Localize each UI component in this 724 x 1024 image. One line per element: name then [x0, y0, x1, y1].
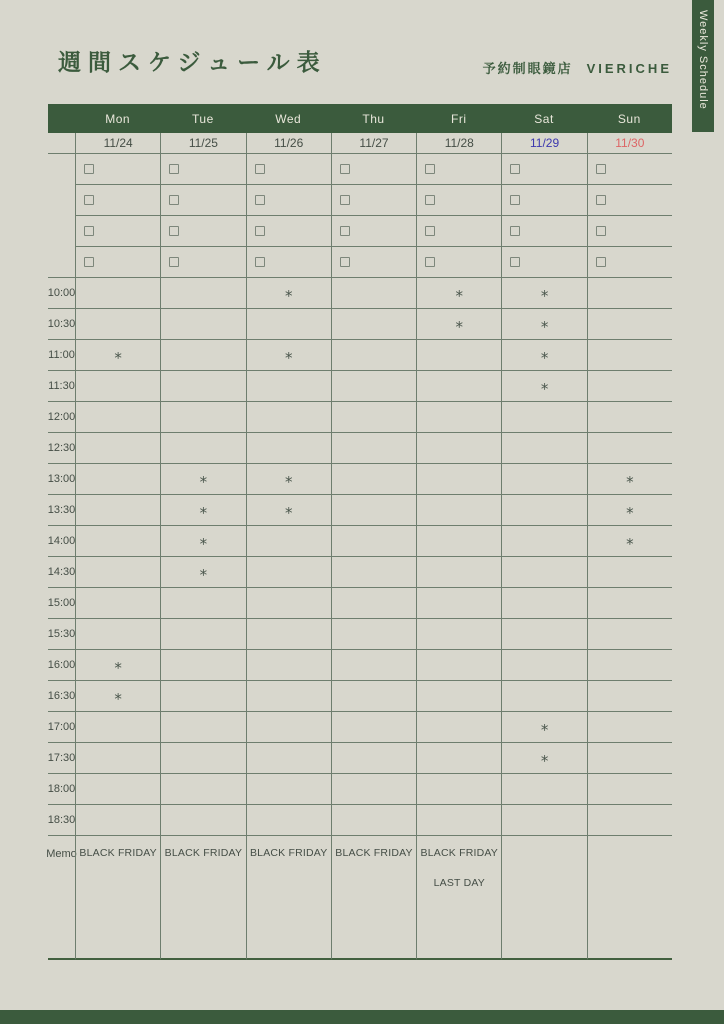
reserved-mark: *	[626, 473, 634, 491]
reserved-mark: *	[540, 752, 549, 770]
time-label-cell	[48, 464, 75, 495]
day-header-spacer	[48, 104, 75, 133]
slot-cell	[160, 371, 245, 402]
reserved-mark: *	[284, 473, 293, 491]
slot-cell	[75, 650, 160, 681]
slot-cell	[246, 278, 331, 309]
slot-cell	[160, 650, 245, 681]
slot-cell	[246, 712, 331, 743]
reserved-mark: *	[199, 473, 208, 491]
slot-cell	[246, 588, 331, 619]
slot-cell	[75, 805, 160, 836]
slot-cell	[501, 619, 586, 650]
date-value: 11/27	[359, 136, 389, 150]
time-label: 15:30	[47, 628, 76, 640]
time-label-cell	[48, 743, 75, 774]
checkbox-cell	[587, 216, 672, 247]
slot-cell	[246, 526, 331, 557]
slot-cell	[416, 402, 501, 433]
slot-cell	[246, 433, 331, 464]
slot-cell	[416, 805, 501, 836]
slot-cell	[501, 650, 586, 681]
date-value: 11/25	[188, 136, 218, 150]
time-label-cell	[48, 774, 75, 805]
slot-cell	[75, 743, 160, 774]
slot-cell	[75, 433, 160, 464]
checkbox-cell	[246, 216, 331, 247]
checkbox[interactable]	[425, 164, 435, 174]
time-label: 15:00	[47, 597, 76, 609]
reserved-mark: *	[540, 721, 549, 739]
slot-cell	[501, 526, 586, 557]
day-header-thu	[331, 104, 416, 133]
checkbox-cell	[331, 154, 416, 185]
slot-cell	[246, 557, 331, 588]
slot-cell	[75, 526, 160, 557]
day-header-wed	[246, 104, 331, 133]
slot-cell	[587, 526, 672, 557]
day-label: Tue	[192, 111, 214, 126]
time-label: 12:00	[47, 411, 76, 423]
slot-cell	[331, 340, 416, 371]
time-label-cell	[48, 712, 75, 743]
slot-cell	[331, 805, 416, 836]
page-title: 週間スケジュール表	[58, 49, 327, 75]
slot-cell	[160, 495, 245, 526]
slot-cell	[501, 278, 586, 309]
slot-cell	[587, 278, 672, 309]
slot-cell	[416, 278, 501, 309]
slot-cell	[416, 526, 501, 557]
reserved-mark: *	[199, 504, 208, 522]
side-tab	[692, 0, 714, 132]
memo-cell	[331, 836, 416, 960]
reserved-mark: *	[540, 318, 549, 336]
slot-cell	[75, 402, 160, 433]
day-header-sun	[587, 104, 672, 133]
reserved-mark: *	[284, 349, 293, 367]
reserved-mark: *	[199, 535, 208, 553]
slot-cell	[501, 340, 586, 371]
time-label: 16:30	[47, 690, 76, 702]
footer-bar	[0, 1010, 724, 1024]
reserved-mark: *	[284, 287, 293, 305]
checkbox[interactable]	[255, 226, 265, 236]
time-label: 11:00	[48, 349, 75, 361]
date-cell-thu	[331, 133, 416, 154]
reserved-mark: *	[540, 380, 549, 398]
date-cell-sat	[501, 133, 586, 154]
slot-cell	[416, 774, 501, 805]
slot-cell	[416, 588, 501, 619]
time-label: 14:30	[47, 566, 76, 578]
date-cell-fri	[416, 133, 501, 154]
checkbox-cell	[75, 216, 160, 247]
slot-cell	[587, 588, 672, 619]
slot-cell	[246, 805, 331, 836]
checkbox[interactable]	[425, 226, 435, 236]
slot-cell	[75, 309, 160, 340]
checkbox[interactable]	[169, 164, 179, 174]
checkbox[interactable]	[596, 164, 606, 174]
slot-cell	[75, 588, 160, 619]
checkbox-cell	[587, 154, 672, 185]
checkbox-row-spacer	[48, 154, 75, 185]
slot-cell	[75, 619, 160, 650]
checkbox[interactable]	[340, 164, 350, 174]
date-cell-tue	[160, 133, 245, 154]
slot-cell	[501, 774, 586, 805]
slot-cell	[501, 805, 586, 836]
time-label: 16:00	[47, 659, 76, 671]
checkbox-cell	[331, 247, 416, 278]
time-label: 10:30	[47, 318, 76, 330]
checkbox[interactable]	[510, 257, 520, 267]
slot-cell	[246, 774, 331, 805]
slot-cell	[587, 743, 672, 774]
side-tab-label: Weekly Schedule	[697, 10, 709, 110]
date-spacer	[48, 133, 75, 154]
slot-cell	[331, 619, 416, 650]
slot-cell	[416, 557, 501, 588]
slot-cell	[160, 681, 245, 712]
time-label-cell	[48, 681, 75, 712]
checkbox[interactable]	[340, 195, 350, 205]
slot-cell	[587, 495, 672, 526]
slot-cell	[246, 340, 331, 371]
slot-cell	[416, 743, 501, 774]
slot-cell	[246, 619, 331, 650]
checkbox-row-spacer	[48, 185, 75, 216]
slot-cell	[331, 433, 416, 464]
slot-cell	[246, 650, 331, 681]
slot-cell	[75, 557, 160, 588]
checkbox-cell	[501, 247, 586, 278]
slot-cell	[160, 309, 245, 340]
reserved-mark: *	[626, 535, 634, 553]
slot-cell	[160, 557, 245, 588]
slot-cell	[501, 557, 586, 588]
slot-cell	[416, 433, 501, 464]
checkbox[interactable]	[596, 257, 606, 267]
day-header-fri	[416, 104, 501, 133]
date-value: 11/24	[103, 136, 133, 150]
date-value: 11/30	[615, 136, 645, 150]
checkbox[interactable]	[425, 257, 435, 267]
time-label: 13:00	[47, 473, 76, 485]
slot-cell	[416, 309, 501, 340]
time-label-cell	[48, 805, 75, 836]
checkbox-cell	[416, 154, 501, 185]
slot-cell	[331, 371, 416, 402]
memo-text: BLACK FRIDAY	[249, 847, 328, 859]
time-label-cell	[48, 309, 75, 340]
reserved-mark: *	[284, 504, 293, 522]
slot-cell	[501, 309, 586, 340]
slot-cell	[501, 681, 586, 712]
time-label-cell	[48, 340, 75, 371]
slot-cell	[416, 371, 501, 402]
slot-cell	[75, 774, 160, 805]
slot-cell	[416, 495, 501, 526]
time-label-cell	[48, 278, 75, 309]
slot-cell	[160, 464, 245, 495]
slot-cell	[501, 712, 586, 743]
slot-cell	[75, 495, 160, 526]
slot-cell	[501, 464, 586, 495]
checkbox[interactable]	[169, 226, 179, 236]
slot-cell	[160, 526, 245, 557]
slot-cell	[587, 371, 672, 402]
memo-text: LAST DAY	[433, 877, 485, 889]
day-label: Fri	[451, 111, 467, 126]
slot-cell	[160, 743, 245, 774]
time-label: 18:30	[47, 814, 76, 826]
slot-cell	[587, 340, 672, 371]
time-label-cell	[48, 495, 75, 526]
checkbox-cell	[331, 185, 416, 216]
reserved-mark: *	[455, 287, 464, 305]
memo-cell	[587, 836, 672, 960]
checkbox-cell	[246, 247, 331, 278]
checkbox-cell	[246, 185, 331, 216]
checkbox-cell	[160, 154, 245, 185]
slot-cell	[331, 774, 416, 805]
checkbox[interactable]	[510, 195, 520, 205]
brand-name: VIERICHE	[586, 61, 672, 76]
slot-cell	[587, 712, 672, 743]
date-value: 11/29	[529, 136, 560, 150]
checkbox-cell	[160, 185, 245, 216]
slot-cell	[160, 805, 245, 836]
slot-cell	[331, 650, 416, 681]
slot-cell	[246, 371, 331, 402]
checkbox[interactable]	[84, 257, 94, 267]
slot-cell	[331, 712, 416, 743]
day-label: Mon	[105, 111, 131, 126]
day-header-sat	[501, 104, 586, 133]
slot-cell	[416, 681, 501, 712]
slot-cell	[416, 464, 501, 495]
memo-cell	[160, 836, 245, 960]
slot-cell	[587, 557, 672, 588]
memo-cell	[75, 836, 160, 960]
checkbox-row-spacer	[48, 216, 75, 247]
memo-cell	[501, 836, 586, 960]
slot-cell	[587, 464, 672, 495]
checkbox-cell	[160, 247, 245, 278]
time-label: 14:00	[47, 535, 76, 547]
slot-cell	[160, 402, 245, 433]
slot-cell	[75, 371, 160, 402]
time-label: 11:30	[48, 380, 75, 392]
slot-cell	[160, 340, 245, 371]
time-label: 13:30	[47, 504, 76, 516]
checkbox[interactable]	[510, 164, 520, 174]
memo-label-cell	[48, 836, 75, 960]
slot-cell	[416, 340, 501, 371]
slot-cell	[246, 495, 331, 526]
checkbox-row-spacer	[48, 247, 75, 278]
reserved-mark: *	[540, 287, 549, 305]
checkbox-cell	[331, 216, 416, 247]
slot-cell	[75, 464, 160, 495]
checkbox-cell	[501, 185, 586, 216]
day-label: Thu	[362, 111, 385, 126]
time-label: 17:30	[47, 752, 76, 764]
slot-cell	[587, 402, 672, 433]
time-label-cell	[48, 619, 75, 650]
slot-cell	[246, 681, 331, 712]
time-label: 10:00	[47, 287, 76, 299]
date-value: 11/26	[274, 136, 304, 150]
slot-cell	[160, 588, 245, 619]
checkbox-cell	[160, 216, 245, 247]
slot-cell	[75, 278, 160, 309]
store-name: 予約制眼鏡店	[482, 61, 573, 76]
slot-cell	[160, 433, 245, 464]
time-label-cell	[48, 371, 75, 402]
reserved-mark: *	[455, 318, 464, 336]
date-value: 11/28	[444, 136, 474, 150]
time-label: 18:00	[47, 783, 76, 795]
day-header-mon	[75, 104, 160, 133]
slot-cell	[501, 495, 586, 526]
slot-cell	[587, 309, 672, 340]
slot-cell	[246, 464, 331, 495]
checkbox-cell	[587, 247, 672, 278]
slot-cell	[587, 619, 672, 650]
slot-cell	[331, 464, 416, 495]
slot-cell	[331, 495, 416, 526]
slot-cell	[246, 309, 331, 340]
time-label-cell	[48, 588, 75, 619]
slot-cell	[160, 278, 245, 309]
checkbox[interactable]	[255, 164, 265, 174]
memo-text: BLACK FRIDAY	[164, 847, 243, 859]
date-cell-mon	[75, 133, 160, 154]
checkbox[interactable]	[84, 226, 94, 236]
checkbox-cell	[246, 154, 331, 185]
store-line	[483, 58, 672, 77]
checkbox[interactable]	[425, 195, 435, 205]
memo-text: BLACK FRIDAY	[420, 847, 499, 859]
checkbox[interactable]	[84, 195, 94, 205]
slot-cell	[331, 526, 416, 557]
slot-cell	[587, 805, 672, 836]
slot-cell	[331, 743, 416, 774]
checkbox-cell	[501, 216, 586, 247]
checkbox-cell	[416, 185, 501, 216]
slot-cell	[160, 619, 245, 650]
day-header-tue	[160, 104, 245, 133]
reserved-mark: *	[114, 690, 122, 708]
slot-cell	[160, 712, 245, 743]
time-label: 12:30	[47, 442, 76, 454]
checkbox[interactable]	[596, 226, 606, 236]
slot-cell	[587, 433, 672, 464]
time-label-cell	[48, 526, 75, 557]
slot-cell	[501, 588, 586, 619]
reserved-mark: *	[114, 659, 122, 677]
reserved-mark: *	[626, 504, 634, 522]
checkbox-cell	[587, 185, 672, 216]
slot-cell	[331, 309, 416, 340]
slot-cell	[416, 619, 501, 650]
slot-cell	[331, 557, 416, 588]
checkbox-cell	[416, 247, 501, 278]
memo-cell	[246, 836, 331, 960]
day-label: Sun	[617, 111, 641, 126]
schedule-table	[48, 104, 672, 960]
memo-cell	[416, 836, 501, 960]
reserved-mark: *	[114, 349, 122, 367]
checkbox[interactable]	[596, 195, 606, 205]
slot-cell	[331, 278, 416, 309]
time-label: 17:00	[47, 721, 76, 733]
checkbox[interactable]	[510, 226, 520, 236]
date-cell-wed	[246, 133, 331, 154]
slot-cell	[501, 743, 586, 774]
slot-cell	[160, 774, 245, 805]
memo-label: Memo	[46, 848, 77, 860]
checkbox[interactable]	[169, 195, 179, 205]
reserved-mark: *	[199, 566, 208, 584]
slot-cell	[587, 681, 672, 712]
slot-cell	[75, 681, 160, 712]
checkbox-cell	[416, 216, 501, 247]
slot-cell	[331, 681, 416, 712]
slot-cell	[501, 402, 586, 433]
slot-cell	[331, 402, 416, 433]
memo-text: BLACK FRIDAY	[335, 847, 413, 859]
checkbox-cell	[501, 154, 586, 185]
checkbox[interactable]	[340, 257, 350, 267]
slot-cell	[501, 433, 586, 464]
slot-cell	[246, 743, 331, 774]
checkbox[interactable]	[84, 164, 94, 174]
slot-cell	[416, 712, 501, 743]
time-label-cell	[48, 557, 75, 588]
day-label: Wed	[275, 111, 302, 126]
memo-text: BLACK FRIDAY	[79, 847, 157, 859]
slot-cell	[587, 650, 672, 681]
checkbox-cell	[75, 154, 160, 185]
day-label: Sat	[534, 111, 554, 126]
slot-cell	[331, 588, 416, 619]
date-cell-sun	[587, 133, 672, 154]
checkbox[interactable]	[255, 257, 265, 267]
checkbox-cell	[75, 247, 160, 278]
time-label-cell	[48, 402, 75, 433]
checkbox[interactable]	[340, 226, 350, 236]
slot-cell	[416, 650, 501, 681]
slot-cell	[587, 774, 672, 805]
slot-cell	[501, 371, 586, 402]
time-label-cell	[48, 433, 75, 464]
checkbox[interactable]	[255, 195, 265, 205]
reserved-mark: *	[540, 349, 549, 367]
time-label-cell	[48, 650, 75, 681]
slot-cell	[246, 402, 331, 433]
checkbox[interactable]	[169, 257, 179, 267]
slot-cell	[75, 340, 160, 371]
checkbox-cell	[75, 185, 160, 216]
slot-cell	[75, 712, 160, 743]
